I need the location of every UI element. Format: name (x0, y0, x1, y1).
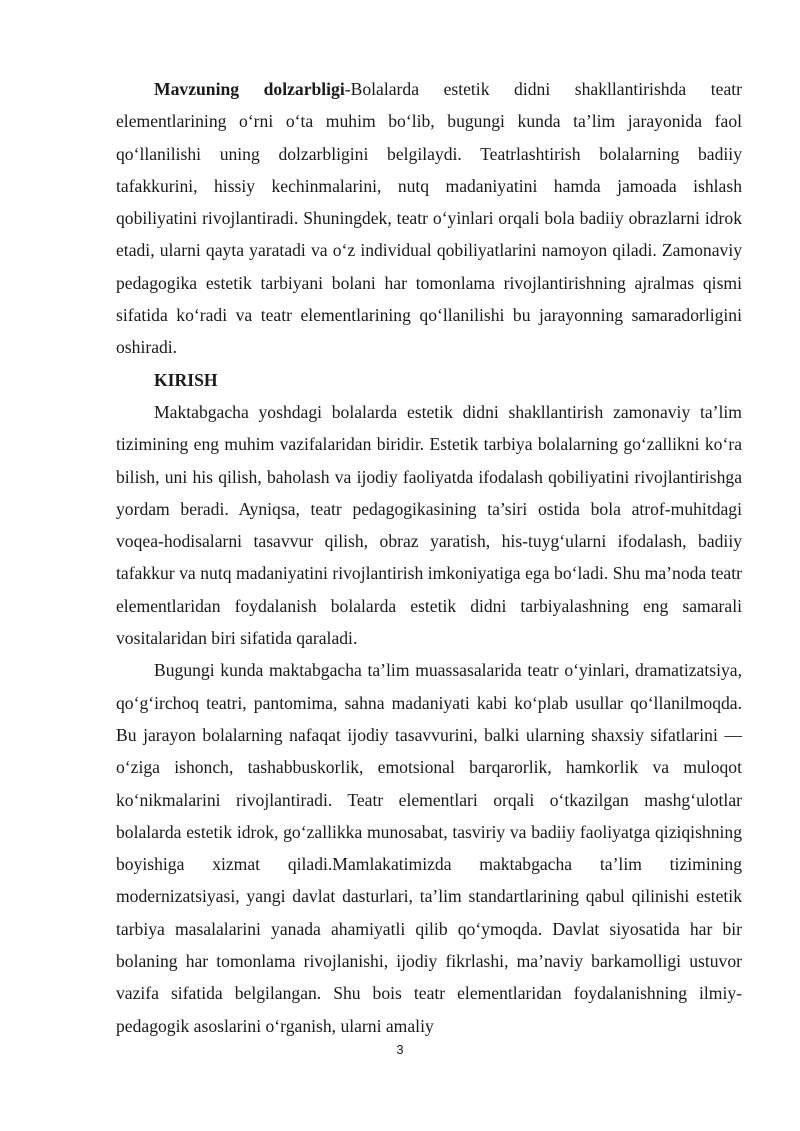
intro-paragraph-2: Bugungi kunda maktabgacha ta’lim muassasalarida teatr o‘yinlari, dramatizatsiya, qo‘g‘irchoq teatri, pantomima, sahna madaniyati kabi ko‘plab usullar qo‘llanilmoqda. Bu jarayon bolalarning nafaqat ijodiy tasavvurini, balki ularning shaxsiy sifatlarini — o‘ziga ishonch, tashabbuskorlik, emotsional barqarorlik, hamkorlik va muloqot ko‘nikmalarini rivojlantiradi. Teatr elementlari orqali o‘tkazilgan mashg‘ulotlar bolalarda estetik idrok, go‘zallikka munosabat, tasviriy va badiiy faoliyatga qiziqishning boyishiga xizmat qiladi.Mamlakatimizda maktabgacha ta’lim tizimining modernizatsiyasi, yangi davlat dasturlari, ta’lim standartlarining qabul qilinishi estetik tarbiya masalalarini yanada ahamiyatli qilib qo‘ymoqda. Davlat siyosatida har bir bolaning har tomonlama rivojlanishi, ijodiy fikrlashi, ma’naviy barkamolligi ustuvor vazifa sifatida belgilangan. Shu bois teatr elementlaridan foydalanishning ilmiy-pedagogik asoslarini o‘rganish, ularni amaliy (116, 660, 742, 1036)
relevance-paragraph (116, 73, 742, 364)
document-page (116, 73, 742, 1042)
page-number: 3 (396, 1042, 404, 1057)
relevance-label: Mavzuning dolzarbligi (154, 79, 345, 99)
relevance-text: -Bolalarda estetik didni shakllantirishda teatr elementlarining o‘rni o‘ta muhim bo‘lib, bugungi kunda ta’lim jarayonida faol qo‘llanilishi uning dolzarbligini belgilaydi. Teatrlashtirish bolalarning badiiy tafakkurini, hissiy kechinmalarini, nutq madaniyatini hamda jamoada ishlash qobiliyatini rivojlantiradi. Shuningdek, teatr o‘yinlari orqali bola badiiy obrazlarni idrok etadi, ularni qayta yaratadi va o‘z individual qobiliyatlarini namoyon qiladi. Zamonaviy pedagogika estetik tarbiyani bolani har tomonlama rivojlantirishning ajralmas qismi sifatida ko‘radi va teatr elementlarining qo‘llanilishi bu jarayonning samaradorligini oshiradi. (116, 79, 743, 358)
intro-paragraph-1: Maktabgacha yoshdagi bolalarda estetik didni shakllantirish zamonaviy ta’lim tizimining eng muhim vazifalaridan biridir. Estetik tarbiya bolalarning go‘zallikni ko‘ra bilish, uni his qilish, baholash va ijodiy faoliyatda ifodalash qobiliyatini rivojlantirishga yordam beradi. Ayniqsa, teatr pedagogikasining ta’siri ostida bola atrof-muhitdagi voqea-hodisalarni tasavvur qilish, obraz yaratish, his-tuyg‘ularni ifodalash, badiiy tafakkur va nutq madaniyatini rivojlantirish imkoniyatiga ega bo‘ladi. Shu ma’noda teatr elementlaridan foydalanish bolalarda estetik didni tarbiyalashning eng samarali vositalaridan biri sifatida qaraladi. (116, 401, 742, 649)
section-heading: KIRISH (154, 369, 218, 390)
